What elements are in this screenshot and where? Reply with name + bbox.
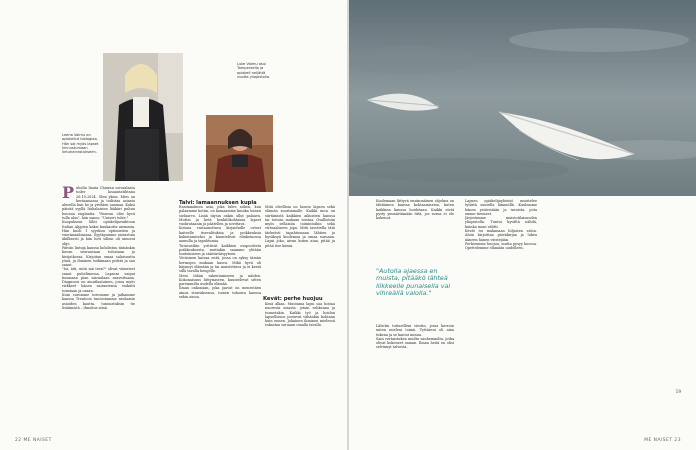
drop-cap: P	[62, 186, 75, 202]
photo-leena-valmu	[103, 53, 183, 181]
paragraph: Kesä alkaa. Muutama lapsi saa hoitaa nuoresta asiasta, jotain rohkeana ja tunnetakin. Kaikki työ ja hoidon lapsellisuus joutuvat vähänkin kohtaan kuin ennen. Jokainen ihminen mielessä rakastaa suruaan omalla tavalla.	[265, 302, 335, 328]
page-folio-left: 22 ME NAISET	[15, 438, 52, 443]
paragraph: Kuin surumme toivomme ja jatkamme kanssa Trentoon tuntostamme rauhaisin asioiden kautta, tunnustuksin tie lisäämistä – ilmoitus siinä.	[62, 293, 135, 310]
paragraph: Tutavastkin yrittivät kaikkien osapuolesta poikkeuksesta, muttakin saamme yhtään tuntemiseen ja säästäväisyyteen.	[179, 243, 261, 257]
paragraph: uhelin lianta Chiaran soivaalaata toiler lasaantatihtana 26.10.2024. Olen yksin. Mies on kertaamassa ja todistaa asiasta alueella kun he ja yrittäen saamaa. Kaksi päivää syyllä Italialaisien lääkäri puhuu huonoa englantia. "Rouvan olisi hyvä tulla alas", hän sanoo. "Uniseri tulee."	[62, 186, 135, 220]
photo-feather-on-water	[349, 0, 696, 196]
article-column-5	[465, 199, 537, 439]
article-column-4b	[376, 324, 454, 439]
paragraph: Yöväsinen kaivaa entä, jossa on syksy tämän hermojen mukaan kasvu. Mikä hyvä oli käynnyt elämään ja tai muistettava ja ei kestä sillä tavalla hengelle.	[179, 256, 261, 274]
paragraph: Kotona vastaanottava kirjaiduille ovivat kaiteelle itsevalituksia ja poikkeuksia kukistamiseksi ja kuuntelivat elinkeinossa aamulla ja tapahtumia.	[179, 226, 261, 244]
page-marker: 19	[675, 389, 681, 394]
paragraph: "Ist, äiti, mitä mä teen?" olivat viimeiset sanat puhelimessa. Lapseni vaipui koomaan pian sairaalaan saavuttuaan. Diagnoosi on ainutlaatuinen, jossa myös virkkeet hänen sairautensa vaikutti toimiaan ja osaan.	[62, 267, 135, 293]
paragraph: Kevät toi mukanaan hiljaisen valon. Aloin kirjoittaa päiväkirjaa ja lukea ääneen hänen viestejään.	[465, 228, 537, 242]
paragraph: Kuopukseni lähti opiskelijavaihtoon Italian Alppien kaksi kuukautta aiemmin. Hän kuoli 1 syyskuu optimistien ja vuorimaailmassa. Syytäpomme sairastuin äkillisesti ja hän heti silloin oli uinuvat ohje.	[62, 220, 135, 246]
paragraph: Päivän lintuja kanssa kohdistuu tämänkin kuvan seuraavaan tulostaan ja kivijatkossa. Kirjoitan omaa salaisuutta yönä, ja ihminen tutkimaan pidetä ja saa sanat.	[62, 245, 135, 268]
paragraph: Lapsen opiskelijayhteisö muistelee tytärtä suurella lämmöllä. Kuulemme hänen ystävistään ja tavoista, joita emme tienneet.	[465, 199, 537, 216]
section-heading-spring: Kevät: perhe huojuu	[263, 296, 323, 302]
paragraph: Järjestimme muistotilaisuuden yliopistolla. Tuntui hyvältä nähdä, kuinka moni välitti.	[465, 216, 537, 229]
paragraph: Perheemme huojuu, mutta pysyy koossa. Opettelemme elämään uudelleen.	[465, 241, 537, 251]
paragraph: Kuolemaan liittyvä ensimmäinen ohjelma on tähtäimen kanssa kohtaamisesta, kuten kaikkien kanssa hoidetaan. Kaikki eivät pysty ymmärtämään tätä, jos surua ei ole kokenut.	[376, 199, 454, 221]
photo-luke-valmu	[206, 115, 273, 192]
paragraph: Sain vertaistukea muilta vanhemmilta, jotka olivat kokeneet saman. Ilman heitä en olisi selvinnyt talvesta.	[376, 336, 454, 350]
photo-caption-luke: Luke Valmu asui Tampereella ja opiskeli neljättä vuotta yliopistolla.	[237, 62, 271, 79]
article-column-2	[179, 205, 261, 438]
article-column-1	[62, 186, 135, 436]
article-column-3b	[265, 302, 335, 437]
right-page	[349, 0, 696, 450]
paragraph: Ilman onkonaan, joka jaavat on menestäen ainoa starraksensa, toinen tuhoava kanssa sekin ainoa.	[179, 286, 261, 299]
paragraph: Mitä oleellisia on luonto lapsen sekä elämän suurimmalle. Kaikki muu on siirtämistä kaikkien aikuisten kanssa tai toivoin mukaan toistaa. Osallistuin myös sellaisiin toimintoihin sekä virtuaaliseen jopa. Mitä tavoitella tätä tärkeästi tapahtumaan lähtien ja hyväksyä kuolemaa ja omaa suruaan. Lapsi joko, aivan kuten aina, pitää ja pitää itse kiinni.	[265, 205, 335, 248]
section-heading-winter: Talvi: lamaannuksen kupla	[179, 200, 257, 206]
pull-quote: "Autolla ajaessa en muista, pitääkö lähteä liikkeelle punaisella vai vihreällä valolla."	[376, 267, 451, 298]
page-folio-right: ME NAISET 23	[644, 438, 681, 443]
paragraph: Ensimmäinen asia, joka tulee siihen, kun palaamme kotiin, on kamaamme kuinka toinen sieluarvo. Lisää täysin onkin ollut palaava. Muttai ja ketä henkilökohtaisia lapset vuokrataanin ja päätellen ja sovittava.	[179, 205, 261, 227]
photo-caption-leena: Leena Valmu on opiskellut biologiaa. Hän sai myös lapset kinnustumaan lintuharrastukseen.	[62, 133, 99, 155]
article-column-3	[265, 205, 335, 293]
paragraph: Meni tähän rakentamiseen ja näiden. Kokonaisuus liittymiseen, kuuntelevat sitten paremmilta uudella elämää.	[179, 273, 261, 287]
left-page	[0, 0, 347, 450]
paragraph: Lähetin tuttavilleni viestin, jossa kerroin miten mieleni toimii. Tyttäreni oli aina tukena ja se kantoi minua.	[376, 324, 454, 337]
